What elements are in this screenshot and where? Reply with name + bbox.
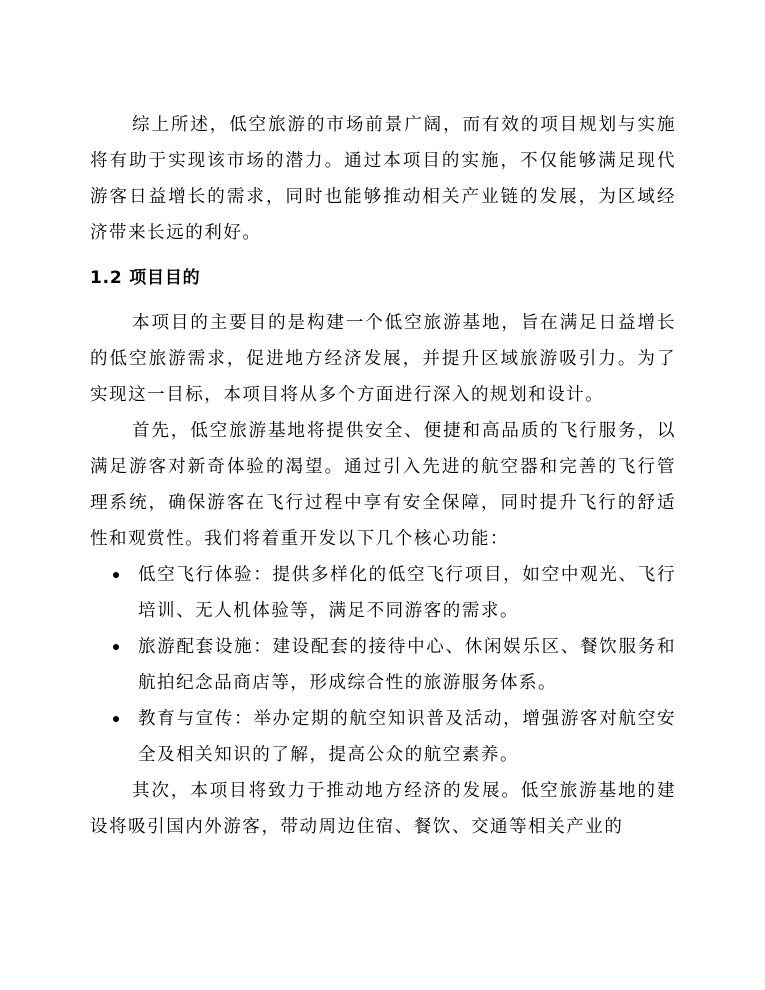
core-features-list: [90, 557, 676, 773]
section-heading: 1.2 项目目的: [90, 268, 201, 288]
document-page: [90, 107, 676, 845]
list-item: [90, 557, 676, 629]
bullet-icon: [113, 572, 119, 578]
intro-paragraph: 综上所述，低空旅游的市场前景广阔，而有效的项目规划与实施将有助于实现该市场的潜力。通过本项目的实施，不仅能够满足现代游客日益增长的需求，同时也能够推动相关产业链的发展，为区域经济带来长远的利好。: [90, 115, 676, 243]
list-item-text: 低空飞行体验：提供多样化的低空飞行项目，如空中观光、飞行培训、无人机体验等，满足不同游客的需求。: [138, 565, 676, 621]
body-paragraph-1: 本项目的主要目的是构建一个低空旅游基地，旨在满足日益增长的低空旅游需求，促进地方经济发展，并提升区域旅游吸引力。为了实现这一目标，本项目将从多个方面进行深入的规划和设计。: [90, 313, 676, 405]
bullet-icon: [113, 716, 119, 722]
list-item: [90, 629, 676, 701]
list-item-text: 旅游配套设施：建设配套的接待中心、休闲娱乐区、餐饮服务和航拍纪念品商店等，形成综合性的旅游服务体系。: [138, 637, 676, 693]
body-paragraph-3: 其次，本项目将致力于推动地方经济的发展。低空旅游基地的建设将吸引国内外游客，带动周边住宿、餐饮、交通等相关产业的: [90, 781, 676, 837]
list-item-text: 教育与宣传：举办定期的航空知识普及活动，增强游客对航空安全及相关知识的了解，提高公众的航空素养。: [138, 709, 676, 765]
body-paragraph-2: 首先，低空旅游基地将提供安全、便捷和高品质的飞行服务，以满足游客对新奇体验的渴望。通过引入先进的航空器和完善的飞行管理系统，确保游客在飞行过程中享有安全保障，同时提升飞行的舒适性和观赏性。我们将着重开发以下几个核心功能：: [90, 421, 676, 549]
list-item: [90, 701, 676, 773]
bullet-icon: [113, 644, 119, 650]
